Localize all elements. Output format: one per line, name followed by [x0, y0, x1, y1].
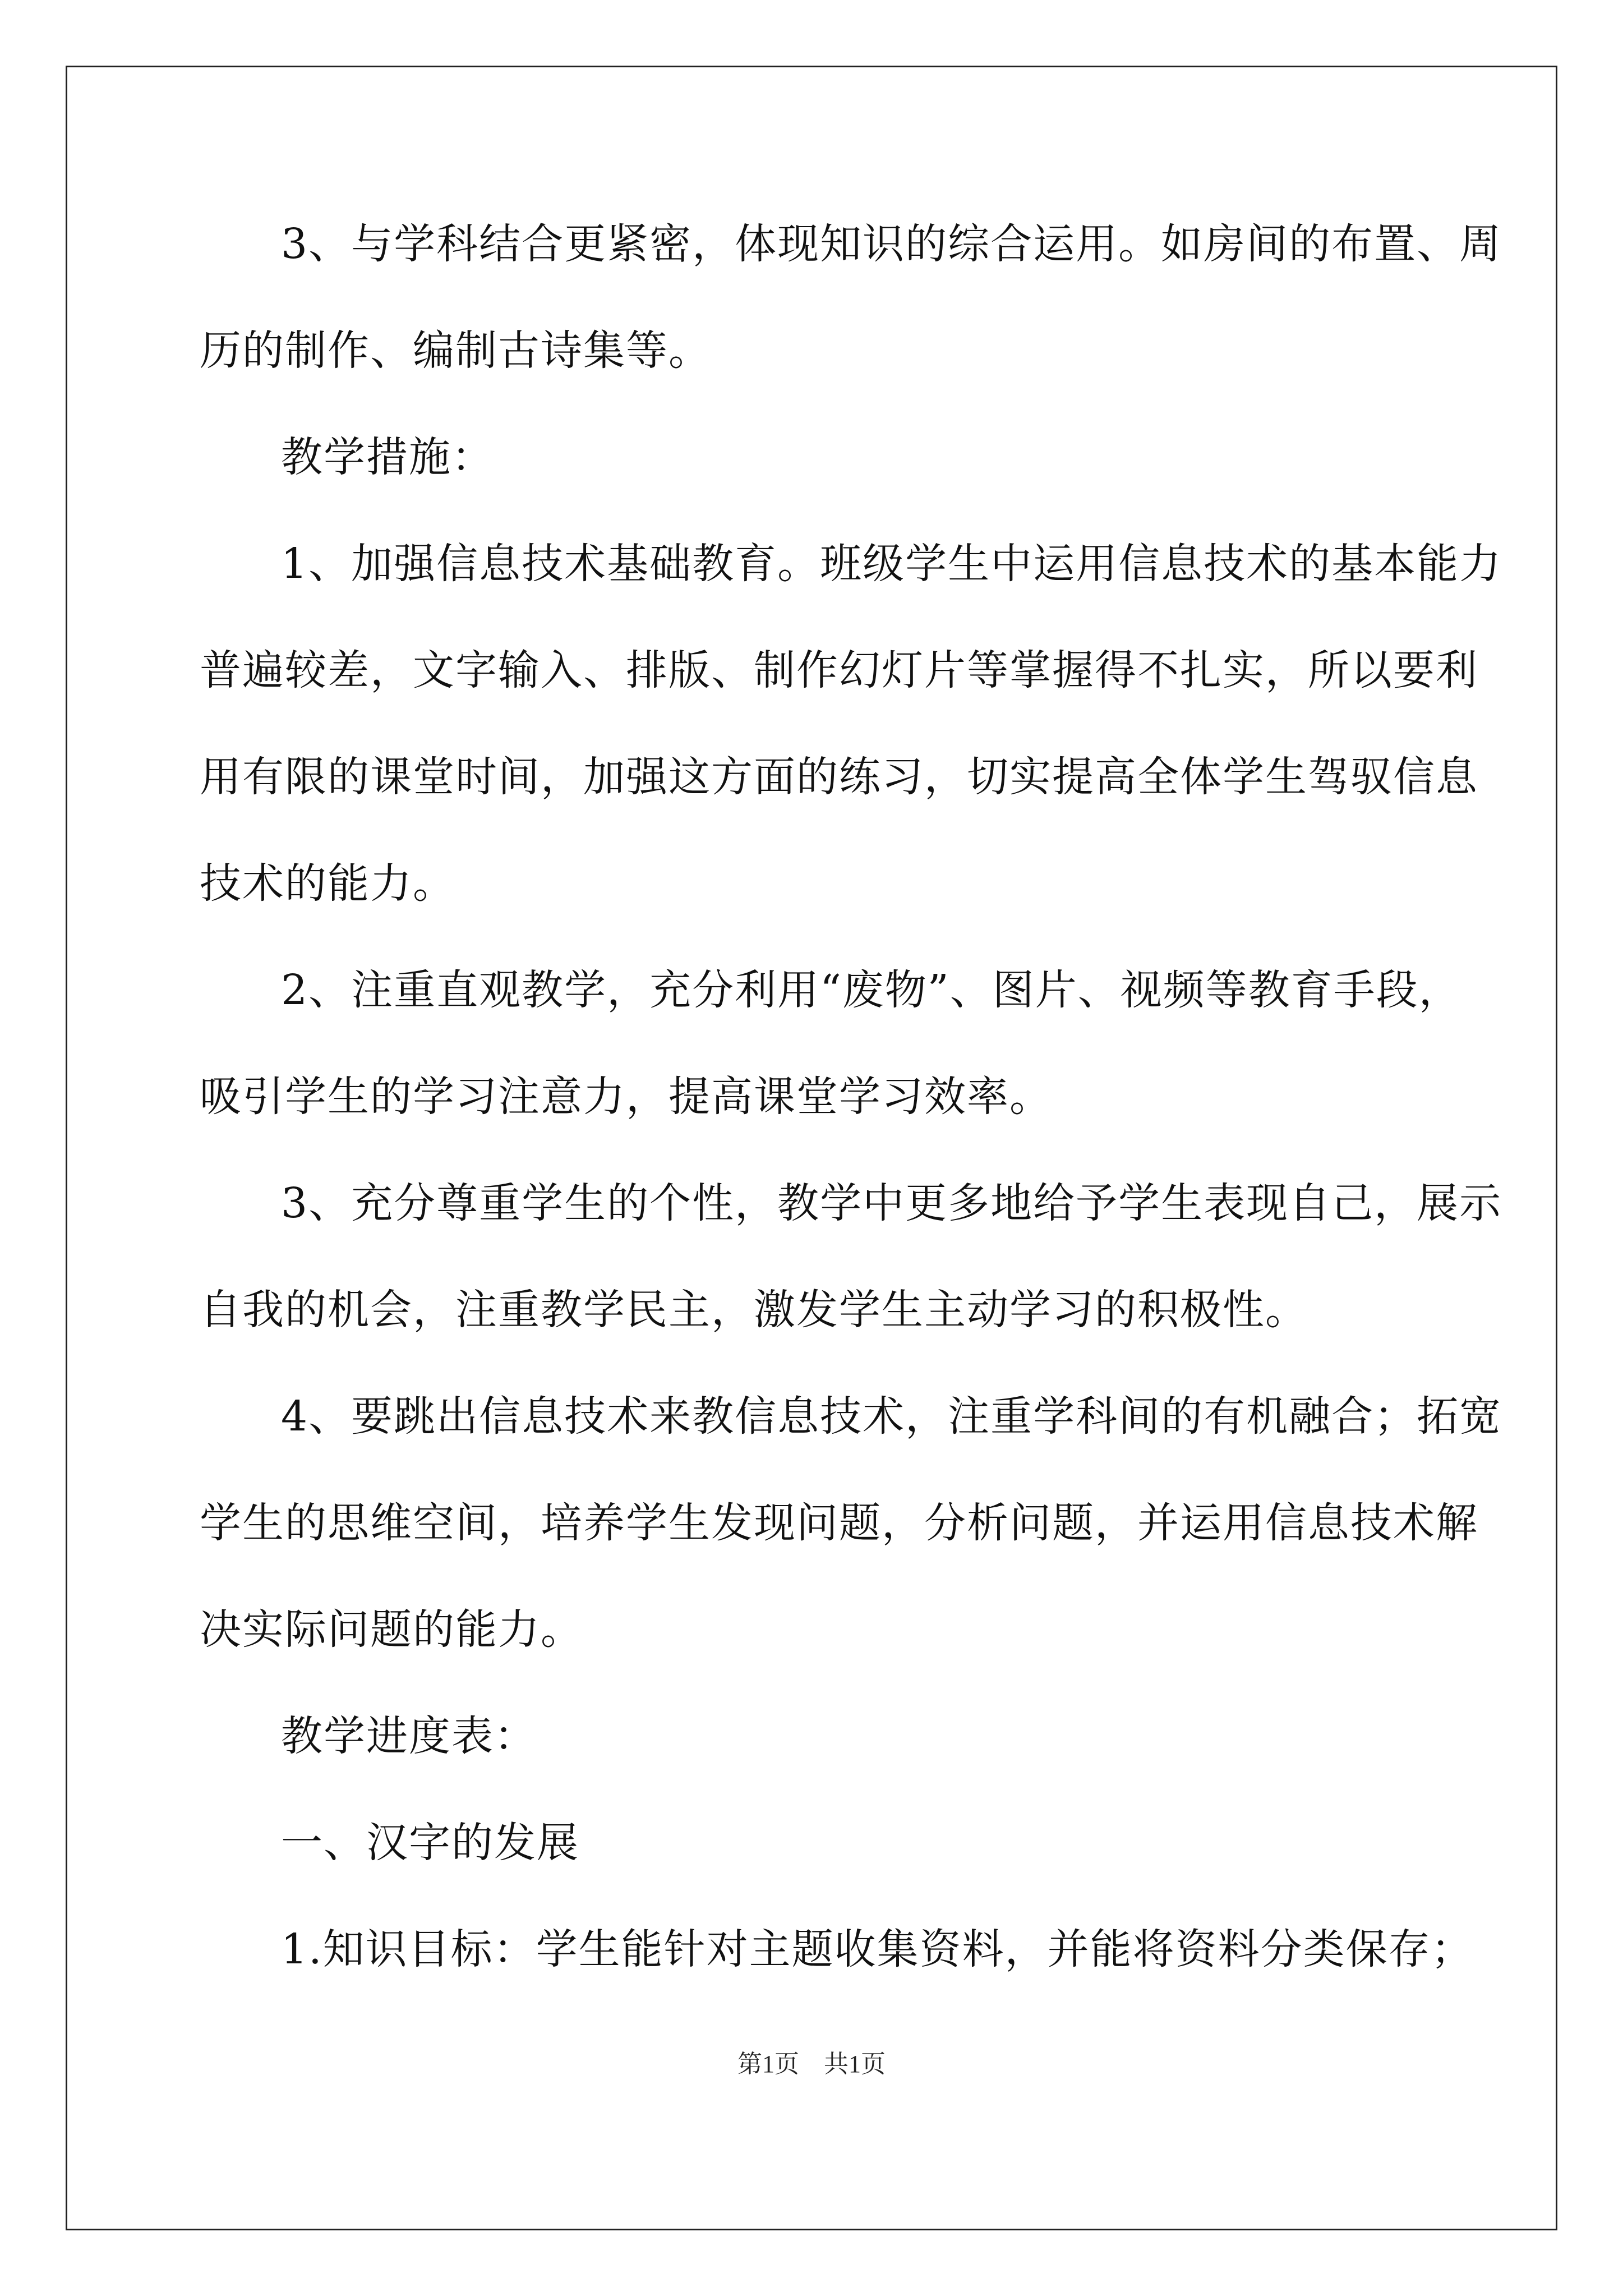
text-line: 学生的思维空间，培养学生发现问题，分析问题，并运用信息技术解	[200, 1499, 1478, 1547]
text-line: 1.知识目标：学生能针对主题收集资料，并能将资料分类保存；	[281, 1925, 1474, 1973]
text-line: 自我的机会，注重教学民主，激发学生主动学习的积极性。	[200, 1286, 1308, 1334]
text-line: 历的制作、编制古诗集等。	[200, 326, 711, 375]
text-line: 3、与学科结合更紧密，体现知识的综合运用。如房间的布置、周	[281, 220, 1502, 268]
section-heading: 教学措施：	[281, 433, 494, 481]
text-line: 4、要跳出信息技术来教信息技术，注重学科间的有机融合；拓宽	[281, 1392, 1502, 1441]
text-line: 技术的能力。	[200, 859, 455, 908]
text-line: 3、充分尊重学生的个性，教学中更多地给予学生表现自己，展示	[281, 1179, 1502, 1227]
text-line: 普遍较差，文字输入、排版、制作幻灯片等掌握得不扎实，所以要利	[200, 646, 1478, 694]
text-line: 决实际问题的能力。	[200, 1605, 583, 1654]
text-line: 用有限的课堂时间，加强这方面的练习，切实提高全体学生驾驭信息	[200, 753, 1478, 801]
page-number-footer: 第1页 共1页	[737, 2050, 886, 2078]
page-border	[66, 66, 1557, 2230]
section-heading: 一、汉字的发展	[281, 1819, 579, 1867]
text-line: 1、加强信息技术基础教育。班级学生中运用信息技术的基本能力	[281, 540, 1502, 588]
text-line: 吸引学生的学习注意力，提高课堂学习效率。	[200, 1073, 1052, 1121]
text-line: 2、注重直观教学，充分利用“废物”、图片、视频等教育手段，	[281, 966, 1461, 1014]
section-heading: 教学进度表：	[281, 1712, 537, 1760]
